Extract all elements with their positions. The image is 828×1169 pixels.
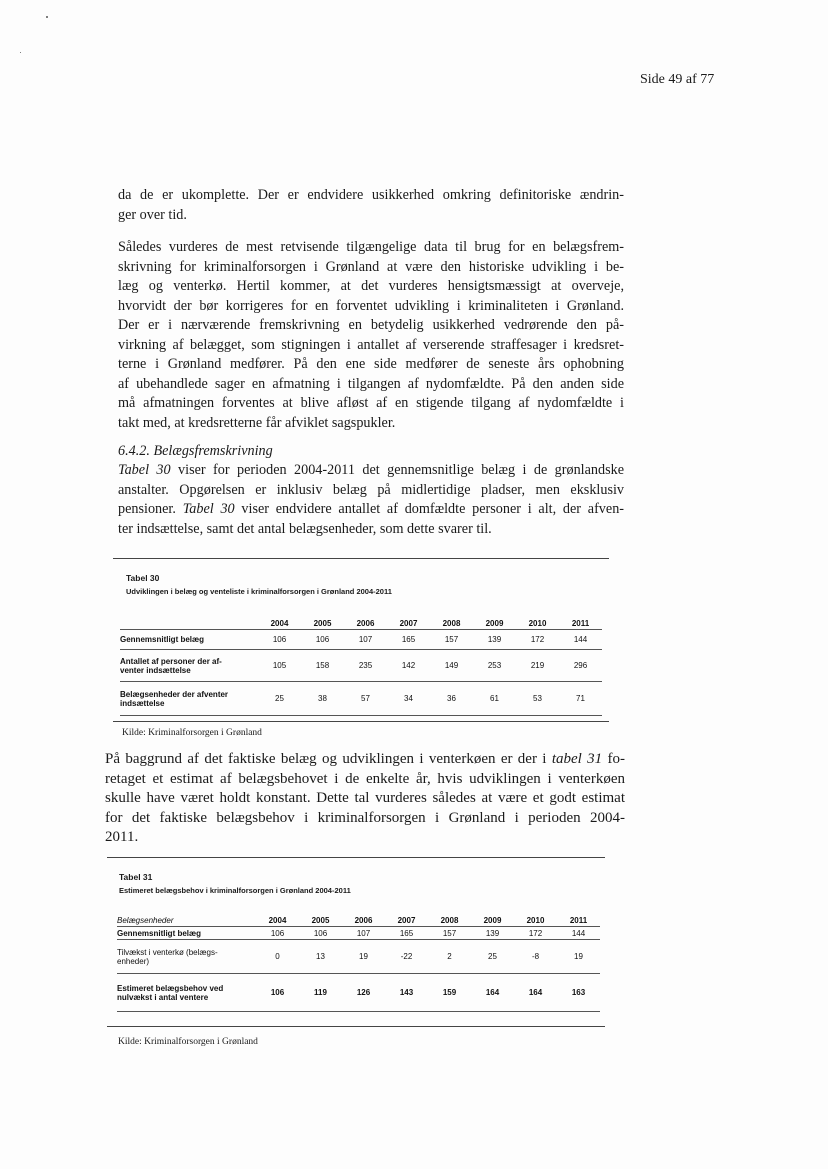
table-cell: 61 — [490, 694, 499, 703]
table-cell: 296 — [573, 661, 588, 670]
table-cell: 106 — [270, 928, 285, 938]
text-line — [105, 750, 625, 770]
table-reference: Tabel 30 — [118, 462, 171, 478]
text-span: pensioner. — [118, 501, 183, 517]
table-cell: 71 — [576, 694, 585, 703]
table-header-cell: 2004 — [268, 915, 287, 925]
table-row — [120, 682, 602, 716]
table-header-cell: 2004 — [270, 618, 289, 628]
table-header-cell: 2006 — [356, 618, 375, 628]
text-line: må afmatningen forventes at blive afløst af en stigende tilgang af nydomfældte i — [118, 395, 624, 411]
text-span: Estimeret belægsbehov ved — [117, 983, 224, 993]
scan-speck — [46, 16, 48, 18]
table-cell: 149 — [444, 661, 459, 670]
text-line: hvorvidt der bør korrigeres for en forventet udvikling i kriminaliteten i Grønland. — [118, 297, 624, 314]
table-cell: 158 — [315, 661, 330, 670]
table-row — [120, 650, 602, 682]
table-header-cell: 2010 — [528, 618, 547, 628]
table-cell: 38 — [318, 694, 327, 703]
table-row — [117, 927, 600, 940]
table-cell: 57 — [361, 694, 370, 703]
text-span: Antallet af personer der af- — [120, 656, 222, 666]
table31-title: Tabel 31 — [119, 872, 153, 882]
table-reference: tabel 31 — [551, 751, 603, 767]
table30-bottom-rule — [113, 721, 609, 722]
table-cell: 172 — [528, 928, 543, 938]
table-header-cell: 2008 — [440, 915, 459, 925]
table-cell: 36 — [447, 694, 456, 703]
table-cell: 0 — [275, 952, 280, 961]
table-cell: 235 — [358, 661, 373, 670]
table-cell: 164 — [485, 988, 500, 997]
table-cell: 53 — [533, 694, 542, 703]
text-span: Gennemsnitligt belæg — [120, 635, 205, 644]
table-header-cell: 2005 — [311, 915, 330, 925]
text-line: terne i Grønland medfører. På den ene side medfører de seneste års ophobning — [118, 356, 624, 372]
text-span: indsættelse — [120, 698, 165, 708]
text-span: Tilvækst i venterkø (belægs- — [117, 947, 218, 957]
text-line: Således vurderes de mest retvisende tilgængelige data til brug for en belægsfrem- — [118, 239, 624, 255]
text-line: ter indsættelse, samt det antal belægsenheder, som dette svarer til. — [118, 520, 492, 537]
table-header-cell: 2007 — [397, 915, 416, 925]
table-cell: 13 — [316, 952, 325, 961]
table30-top-rule — [113, 558, 609, 559]
table-header-cell: 2009 — [483, 915, 502, 925]
section-heading: 6.4.2. Belægsfremskrivning — [118, 443, 273, 459]
text-line: takt med, at kredsretterne får afviklet sagspukler. — [118, 414, 396, 431]
paragraph-3 — [118, 461, 624, 539]
text-line: 2011. — [105, 829, 139, 845]
row-label — [117, 940, 256, 974]
table-row — [117, 940, 600, 974]
table-header-cell: 2007 — [399, 618, 418, 628]
table-cell: 139 — [487, 635, 502, 644]
table31-source: Kilde: Kriminalforsorgen i Grønland — [118, 1037, 258, 1047]
table-cell: 19 — [359, 952, 368, 961]
table-cell: 142 — [401, 661, 416, 670]
scan-speck — [20, 52, 21, 53]
page-number: Side 49 af 77 — [640, 72, 715, 87]
paragraph-2 — [118, 238, 624, 433]
table30-title: Tabel 30 — [126, 573, 160, 583]
text-span: venter indsættelse — [120, 665, 191, 675]
text-span: enheder) — [117, 956, 150, 966]
table-header-cell: 2006 — [354, 915, 373, 925]
text-line: da de er ukomplette. Der er endvidere usikkerhed omkring definitoriske ændrin- — [118, 187, 624, 203]
row-label — [117, 974, 256, 1012]
row-label — [120, 630, 258, 650]
table-cell: 144 — [573, 635, 588, 644]
table-cell: 253 — [487, 661, 502, 670]
table30 — [120, 617, 602, 716]
table-cell: 159 — [442, 988, 457, 997]
table30-subtitle: Udviklingen i belæg og venteliste i kriminalforsorgen i Grønland 2004-2011 — [126, 587, 392, 596]
table-row — [117, 974, 600, 1012]
table-cell: 106 — [270, 988, 285, 997]
table-header-cell: 2009 — [485, 618, 504, 628]
table-cell: 139 — [485, 928, 500, 938]
text-span: Gennemsnitligt belæg — [117, 928, 202, 938]
table-header-cell: 2011 — [569, 915, 588, 925]
table-cell: 119 — [314, 988, 327, 997]
table-cell: 19 — [574, 952, 583, 961]
table-reference: Tabel 30 — [182, 501, 235, 517]
table-cell: 25 — [488, 952, 497, 961]
text-line: skrivning for kriminalforsorgen i Grønland at være den historiske udvikling i be- — [118, 258, 624, 275]
table-cell: 25 — [275, 694, 284, 703]
table-cell: 106 — [315, 635, 330, 644]
table-cell: 107 — [358, 635, 373, 644]
table-cell: -8 — [531, 952, 540, 961]
text-line — [118, 461, 624, 481]
table-cell: 157 — [444, 635, 459, 644]
table31-header-row — [117, 914, 600, 927]
text-line: af ubehandlede sager en afmatning i tilgangen af nydomfældte. På den anden side — [118, 375, 624, 392]
table-cell: 165 — [401, 635, 416, 644]
text-span: viser for perioden 2004-2011 det gennemsnitlige belæg i de grønlandske — [170, 462, 625, 478]
text-line: retaget et estimat af belægsbehovet i de enkelte år, hvis udviklingen i venterkøen — [105, 770, 625, 787]
table-header-cell: 2011 — [571, 618, 590, 628]
table31-bottom-rule — [107, 1026, 605, 1027]
row-label — [117, 927, 256, 940]
table-header-cell — [120, 617, 258, 630]
text-line: for det faktiske belægsbehov i kriminalforsorgen i Grønland i perioden 2004- — [105, 809, 625, 826]
text-line: ger over tid. — [118, 206, 187, 223]
table-cell: 143 — [399, 988, 414, 997]
table-cell: 219 — [530, 661, 545, 670]
paragraph-4 — [105, 750, 625, 848]
table-cell: 157 — [442, 928, 457, 938]
text-span: Belægsenheder der afventer — [120, 689, 229, 699]
row-label — [120, 682, 258, 716]
text-span: fo- — [602, 751, 625, 767]
table-cell: 165 — [399, 928, 414, 938]
table-header-cell: 2010 — [526, 915, 545, 925]
text-line — [118, 500, 624, 520]
table-cell: 106 — [313, 928, 328, 938]
text-span: På baggrund af det faktiske belæg og udviklingen i venterkøen er der i — [105, 751, 552, 767]
table-cell: 126 — [356, 988, 371, 997]
table-cell: 105 — [272, 661, 287, 670]
table-cell: 34 — [404, 694, 413, 703]
table-row — [120, 630, 602, 650]
table30-source: Kilde: Kriminalforsorgen i Grønland — [122, 728, 262, 738]
text-line: læg og venterkø. Hertil kommer, at det vurderes hensigtsmæssigt at overveje, — [118, 278, 624, 294]
table-cell: -22 — [400, 952, 413, 961]
text-line: anstalter. Opgørelsen er inklusiv belæg på midlertidige pladser, men eksklusiv — [118, 481, 624, 498]
text-line: Der er i nærværende fremskrivning en betydelig usikkerhed vedrørende den på- — [118, 317, 624, 333]
table-cell: 164 — [528, 988, 543, 997]
text-line: virkning af belægget, som stigningen i antallet af verserende straffesager i kredsret- — [118, 336, 624, 353]
table-header-cell: Belægsenheder — [117, 915, 174, 925]
table-cell: 106 — [272, 635, 287, 644]
table-cell: 2 — [447, 952, 452, 961]
text-line: skulle have været holdt konstant. Dette tal vurderes således at være et godt estimat — [105, 790, 625, 806]
table-cell: 163 — [571, 988, 586, 997]
table-cell: 172 — [530, 635, 545, 644]
table-header-cell: 2008 — [442, 618, 461, 628]
table30-header-row — [120, 617, 602, 630]
table31 — [117, 914, 600, 1012]
table-header-cell: 2005 — [313, 618, 332, 628]
table-cell: 107 — [356, 928, 371, 938]
table-cell: 144 — [571, 928, 586, 938]
table31-top-rule — [107, 857, 605, 858]
paragraph-1 — [118, 186, 624, 225]
text-span: nulvækst i antal ventere — [117, 992, 209, 1002]
table31-subtitle: Estimeret belægsbehov i kriminalforsorgen i Grønland 2004-2011 — [119, 886, 351, 895]
row-label — [120, 650, 258, 682]
text-span: viser endvidere antallet af domfældte personer i alt, der afven- — [234, 501, 625, 517]
